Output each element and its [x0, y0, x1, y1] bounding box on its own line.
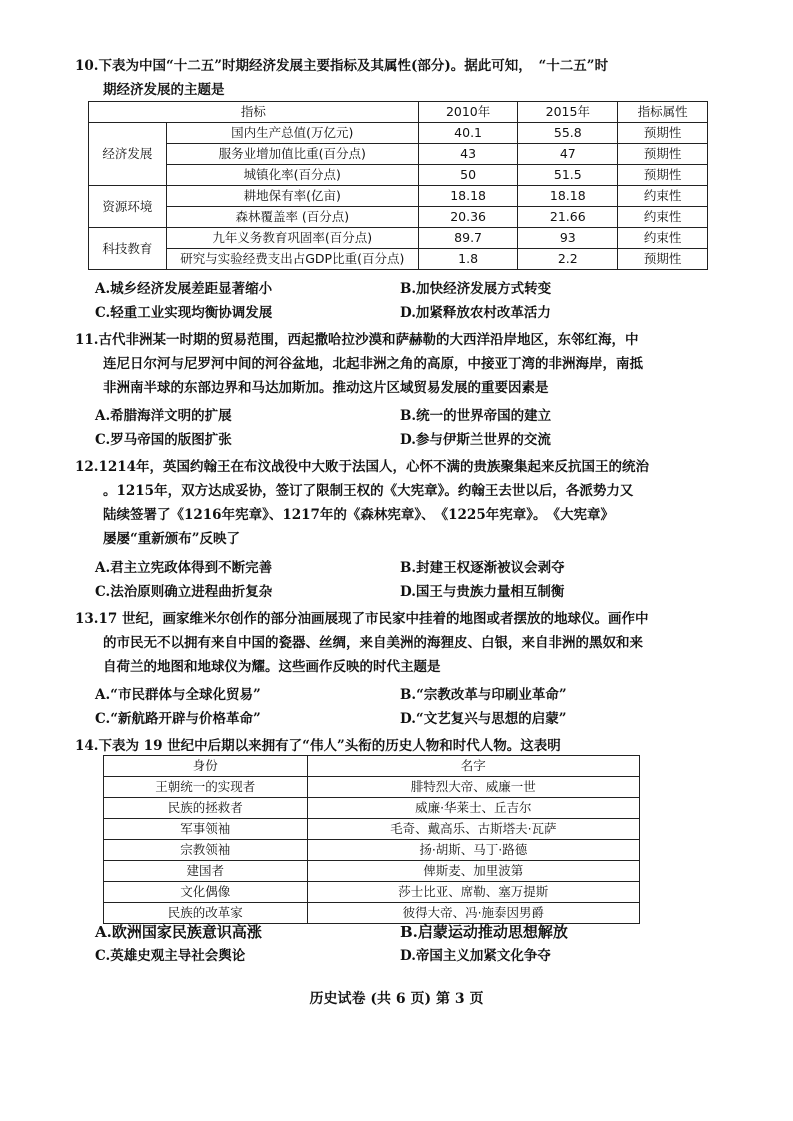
table-cell: 93	[518, 228, 618, 249]
question-text: 期经济发展的主题是	[103, 82, 225, 98]
great-figures-table	[103, 755, 640, 924]
option-b[interactable]: B.封建王权逐渐被议会剥夺	[400, 560, 565, 576]
table-cell: 40.1	[418, 123, 518, 144]
table-cell: 43	[418, 144, 518, 165]
table-cell: 军事领袖	[104, 819, 308, 840]
option-a[interactable]: A.欧洲国家民族意识高涨	[95, 923, 262, 941]
header-cell: 指标属性	[618, 102, 708, 123]
option-c[interactable]: C.轻重工业实现均衡协调发展	[95, 305, 273, 321]
table-cell: 俾斯麦、加里波第	[307, 861, 639, 882]
question-text: 连尼日尔河与尼罗河中间的河谷盆地，北起非洲之角的高原，中接亚丁湾的非洲海岸，南抵	[103, 356, 643, 372]
table-cell: 服务业增加值比重(百分点)	[166, 144, 418, 165]
question-text: 10.下表为中国“十二五”时期经济发展主要指标及其属性(部分)。据此可知， “十二五”时	[75, 58, 609, 74]
question-text: 13.17 世纪，画家维米尔创作的部分油画展现了市民家中挂着的地图或者摆放的地球仪。画作中	[75, 611, 649, 627]
table-cell: 约束性	[618, 207, 708, 228]
question-text: 陆续签署了《1216年宪章》、1217年的《森林宪章》、 《1225年宪章》。 《大宪章》	[103, 507, 614, 523]
option-a[interactable]: A.“市民群体与全球化贸易”	[95, 687, 261, 703]
table-cell: 九年义务教育巩固率(百分点)	[166, 228, 418, 249]
table-header-row	[89, 102, 708, 123]
header-cell: 名字	[307, 756, 639, 777]
header-cell: 指标	[89, 102, 419, 123]
table-cell: 预期性	[618, 249, 708, 270]
option-b[interactable]: B.启蒙运动推动思想解放	[400, 923, 568, 941]
table-cell: 预期性	[618, 165, 708, 186]
group-cell: 科技教育	[89, 228, 167, 270]
table-row	[104, 882, 640, 903]
question-11-options	[95, 404, 745, 452]
question-text: 11.古代非洲某一时期的贸易范围，西起撒哈拉沙漠和萨赫勒的大西洋沿岸地区，东邻红海，中	[75, 332, 639, 348]
table-cell: 建国者	[104, 861, 308, 882]
table-row	[104, 861, 640, 882]
table-row	[89, 144, 708, 165]
option-d[interactable]: D.帝国主义加紧文化争夺	[400, 948, 551, 964]
option-b[interactable]: B.加快经济发展方式转变	[400, 281, 552, 297]
table-row	[104, 819, 640, 840]
table-cell: 2.2	[518, 249, 618, 270]
question-text: 的市民无不以拥有来自中国的瓷器、丝绸，来自美洲的海狸皮、白银，来自非洲的黑奴和来	[103, 635, 643, 651]
table-row	[89, 249, 708, 270]
question-text: 非洲南半球的东部边界和马达加斯加。推动这片区域贸易发展的重要因素是	[103, 380, 549, 396]
question-13-options	[95, 683, 745, 731]
table-row	[89, 228, 708, 249]
table-cell: 预期性	[618, 123, 708, 144]
table-row	[104, 798, 640, 819]
table-cell: 约束性	[618, 228, 708, 249]
table-header-row	[104, 756, 640, 777]
header-cell: 2015年	[518, 102, 618, 123]
page-footer: 历史试卷 (共 6 页) 第 3 页	[309, 991, 484, 1007]
question-10	[75, 54, 745, 102]
table-row	[89, 186, 708, 207]
option-b[interactable]: B.统一的世界帝国的建立	[400, 408, 552, 424]
table-cell: 文化偶像	[104, 882, 308, 903]
question-text: 。1215年，双方达成妥协，签订了限制王权的《大宪章》。约翰王去世以后，各派势力又	[103, 483, 634, 499]
option-d[interactable]: D.加紧释放农村改革活力	[400, 305, 551, 321]
question-text: 自荷兰的地图和地球仪为耀。这些画作反映的时代主题是	[103, 659, 441, 675]
table-cell: 预期性	[618, 144, 708, 165]
table-cell: 王朝统一的实现者	[104, 777, 308, 798]
table-row	[104, 840, 640, 861]
table-cell: 1.8	[418, 249, 518, 270]
indicator-table	[88, 101, 708, 270]
table-cell: 腓特烈大帝、威廉一世	[307, 777, 639, 798]
option-a[interactable]: A.君主立宪政体得到不断完善	[95, 560, 273, 576]
option-c[interactable]: C.罗马帝国的版图扩张	[95, 432, 232, 448]
option-a[interactable]: A.城乡经济发展差距显著缩小	[95, 281, 273, 297]
option-c[interactable]: C.法治原则确立进程曲折复杂	[95, 584, 273, 600]
header-cell: 身份	[104, 756, 308, 777]
table-cell: 89.7	[418, 228, 518, 249]
option-d[interactable]: D.“文艺复兴与思想的启蒙”	[400, 711, 567, 727]
table-cell: 18.18	[518, 186, 618, 207]
option-c[interactable]: C.英雄史观主导社会舆论	[95, 948, 246, 964]
table-cell: 莎士比亚、席勒、塞万提斯	[307, 882, 639, 903]
table-cell: 国内生产总值(万亿元)	[166, 123, 418, 144]
question-12	[75, 455, 745, 551]
table-cell: 耕地保有率(亿亩)	[166, 186, 418, 207]
group-cell: 资源环境	[89, 186, 167, 228]
question-13	[75, 607, 745, 679]
table-cell: 55.8	[518, 123, 618, 144]
table-cell: 民族的拯救者	[104, 798, 308, 819]
table-cell: 研究与实验经费支出占GDP比重(百分点)	[166, 249, 418, 270]
table-cell: 50	[418, 165, 518, 186]
question-text: 12.1214年，英国约翰王在布汶战役中大败于法国人，心怀不满的贵族聚集起来反抗国王的统治	[75, 459, 650, 475]
question-14-options	[95, 920, 745, 968]
header-cell: 2010年	[418, 102, 518, 123]
question-text: 屡屡“重新颁布”反映了	[103, 531, 241, 547]
question-12-options	[95, 556, 745, 604]
table-row	[89, 123, 708, 144]
option-d[interactable]: D.国王与贵族力量相互制衡	[400, 584, 565, 600]
table-cell: 森林覆盖率 (百分点)	[166, 207, 418, 228]
table-cell: 城镇化率(百分点)	[166, 165, 418, 186]
option-b[interactable]: B.“宗教改革与印刷业革命”	[400, 687, 567, 703]
table-cell: 威廉·华莱士、丘吉尔	[307, 798, 639, 819]
option-a[interactable]: A.希腊海洋文明的扩展	[95, 408, 232, 424]
question-11	[75, 328, 745, 400]
table-cell: 宗教领袖	[104, 840, 308, 861]
table-row	[89, 207, 708, 228]
table-cell: 约束性	[618, 186, 708, 207]
table-row	[104, 777, 640, 798]
question-text: 14.下表为 19 世纪中后期以来拥有了“伟人”头衔的历史人物和时代人物。这表明	[75, 738, 561, 754]
question-10-options	[95, 277, 745, 325]
table-row	[89, 165, 708, 186]
table-cell: 民族的改革家	[104, 903, 308, 924]
table-cell: 51.5	[518, 165, 618, 186]
table-cell: 20.36	[418, 207, 518, 228]
group-cell: 经济发展	[89, 123, 167, 186]
table-cell: 扬·胡斯、马丁·路德	[307, 840, 639, 861]
table-cell: 彼得大帝、冯·施泰因男爵	[307, 903, 639, 924]
table-cell: 21.66	[518, 207, 618, 228]
option-d[interactable]: D.参与伊斯兰世界的交流	[400, 432, 551, 448]
option-c[interactable]: C.“新航路开辟与价格革命”	[95, 711, 261, 727]
table-cell: 47	[518, 144, 618, 165]
table-cell: 毛奇、戴高乐、古斯塔夫·瓦萨	[307, 819, 639, 840]
table-cell: 18.18	[418, 186, 518, 207]
